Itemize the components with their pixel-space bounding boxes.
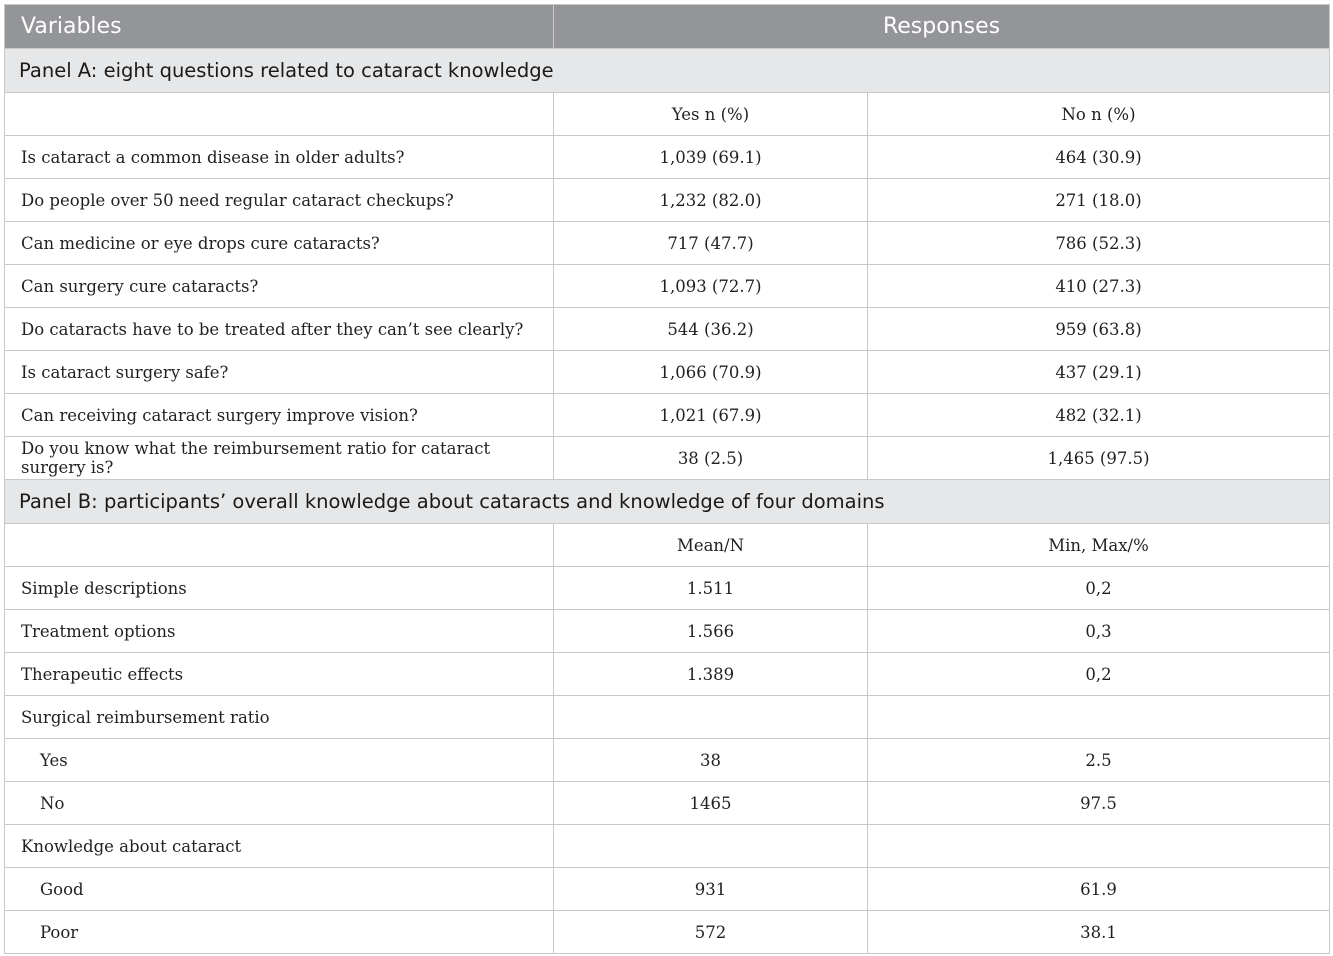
- row-range-value: 0,2: [868, 567, 1330, 610]
- row-no-value: 271 (18.0): [868, 179, 1330, 222]
- table-row: [5, 136, 1330, 179]
- row-no-value: 1,465 (97.5): [868, 437, 1330, 480]
- table-row: [5, 825, 1330, 868]
- row-mean-value: [554, 696, 868, 739]
- row-yes-value: 1,039 (69.1): [554, 136, 868, 179]
- row-mean-value: 1.511: [554, 567, 868, 610]
- header-variables: Variables: [5, 5, 554, 49]
- row-mean-value: 931: [554, 868, 868, 911]
- row-label: Can receiving cataract surgery improve vision?: [5, 394, 554, 437]
- row-range-value: 61.9: [868, 868, 1330, 911]
- table-row: [5, 179, 1330, 222]
- table-row: [5, 868, 1330, 911]
- table-row: [5, 308, 1330, 351]
- panel-a-header: [5, 49, 1330, 93]
- panel-b-col-minmax: Min, Max/%: [868, 524, 1330, 567]
- row-mean-value: 1.566: [554, 610, 868, 653]
- table-row: [5, 653, 1330, 696]
- row-yes-value: 717 (47.7): [554, 222, 868, 265]
- panel-a-blank-cell: [5, 93, 554, 136]
- row-no-value: 482 (32.1): [868, 394, 1330, 437]
- row-mean-value: [554, 825, 868, 868]
- table-row: [5, 437, 1330, 480]
- panel-b-title: Panel B: participants’ overall knowledge about cataracts and knowledge of four domains: [5, 480, 1330, 524]
- table-row: [5, 351, 1330, 394]
- row-no-value: 410 (27.3): [868, 265, 1330, 308]
- panel-b-header: [5, 480, 1330, 524]
- table-row: [5, 265, 1330, 308]
- panel-a-col-yes: Yes n (%): [554, 93, 868, 136]
- row-label: Do you know what the reimbursement ratio for cataract surgery is?: [5, 437, 554, 480]
- panel-a-title: Panel A: eight questions related to cataract knowledge: [5, 49, 1330, 93]
- table-row: [5, 610, 1330, 653]
- row-mean-value: 38: [554, 739, 868, 782]
- panel-b-blank-cell: [5, 524, 554, 567]
- table-row: [5, 911, 1330, 954]
- table-row: [5, 696, 1330, 739]
- panel-b-col-mean: Mean/N: [554, 524, 868, 567]
- row-no-value: 786 (52.3): [868, 222, 1330, 265]
- row-range-value: [868, 825, 1330, 868]
- table-row: [5, 739, 1330, 782]
- row-label: Can surgery cure cataracts?: [5, 265, 554, 308]
- row-yes-value: 1,232 (82.0): [554, 179, 868, 222]
- row-no-value: 959 (63.8): [868, 308, 1330, 351]
- row-mean-value: 572: [554, 911, 868, 954]
- panel-b-column-header-row: [5, 524, 1330, 567]
- row-label: Do people over 50 need regular cataract checkups?: [5, 179, 554, 222]
- row-label: Treatment options: [5, 610, 554, 653]
- row-no-value: 464 (30.9): [868, 136, 1330, 179]
- row-range-value: 0,2: [868, 653, 1330, 696]
- row-range-value: 97.5: [868, 782, 1330, 825]
- row-label: Is cataract a common disease in older adults?: [5, 136, 554, 179]
- table-row: [5, 394, 1330, 437]
- panel-a-col-no: No n (%): [868, 93, 1330, 136]
- row-range-value: [868, 696, 1330, 739]
- row-label: Simple descriptions: [5, 567, 554, 610]
- table-row: [5, 782, 1330, 825]
- cataract-knowledge-table: [4, 4, 1330, 954]
- row-yes-value: 1,066 (70.9): [554, 351, 868, 394]
- row-range-value: 2.5: [868, 739, 1330, 782]
- row-label: Yes: [5, 739, 554, 782]
- row-label: Knowledge about cataract: [5, 825, 554, 868]
- row-no-value: 437 (29.1): [868, 351, 1330, 394]
- row-yes-value: 1,021 (67.9): [554, 394, 868, 437]
- panel-a-column-header-row: [5, 93, 1330, 136]
- row-yes-value: 1,093 (72.7): [554, 265, 868, 308]
- row-mean-value: 1.389: [554, 653, 868, 696]
- row-yes-value: 544 (36.2): [554, 308, 868, 351]
- row-label: Can medicine or eye drops cure cataracts?: [5, 222, 554, 265]
- row-label: Surgical reimbursement ratio: [5, 696, 554, 739]
- row-label: Do cataracts have to be treated after they can’t see clearly?: [5, 308, 554, 351]
- row-mean-value: 1465: [554, 782, 868, 825]
- row-label: Therapeutic effects: [5, 653, 554, 696]
- row-range-value: 0,3: [868, 610, 1330, 653]
- table-header-row: [5, 5, 1330, 49]
- row-yes-value: 38 (2.5): [554, 437, 868, 480]
- header-responses: Responses: [554, 5, 1330, 49]
- row-label: Good: [5, 868, 554, 911]
- row-label: No: [5, 782, 554, 825]
- table-row: [5, 222, 1330, 265]
- row-label: Poor: [5, 911, 554, 954]
- row-range-value: 38.1: [868, 911, 1330, 954]
- table-row: [5, 567, 1330, 610]
- row-label: Is cataract surgery safe?: [5, 351, 554, 394]
